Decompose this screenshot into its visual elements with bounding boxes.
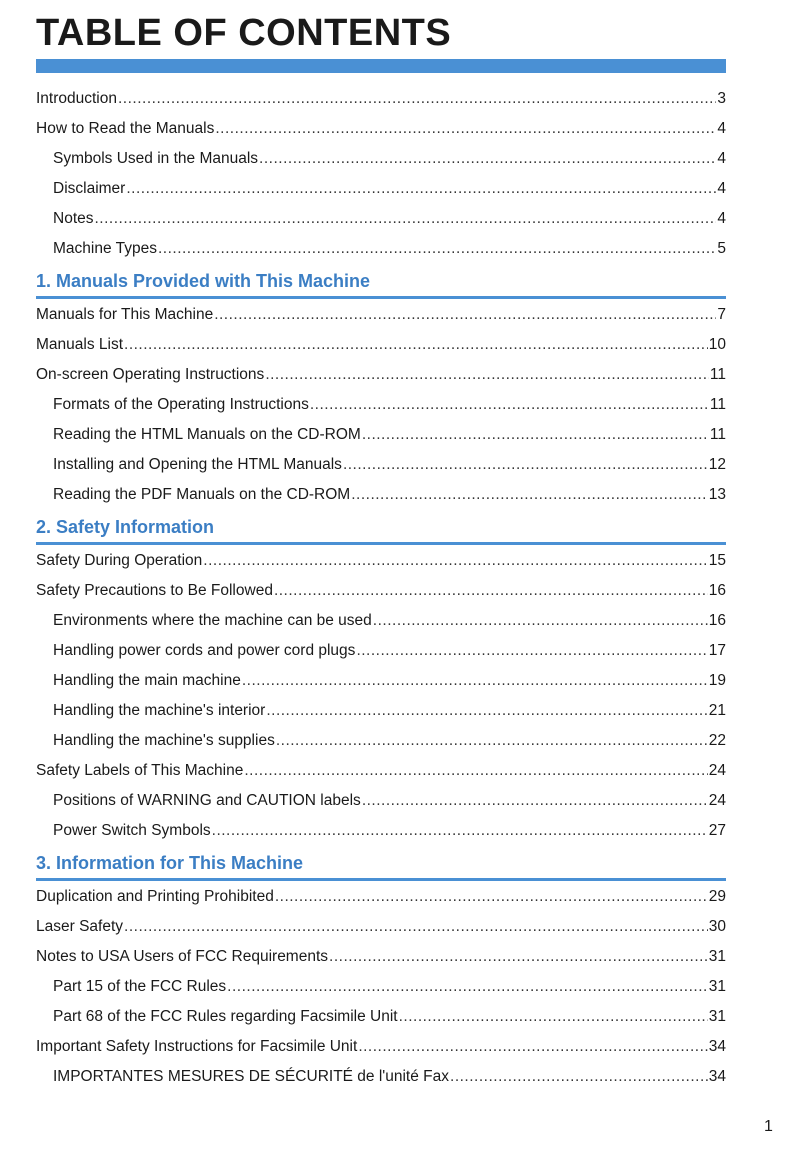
toc-entry-how-to-read[interactable]: How to Read the Manuals ..... 4 bbox=[36, 114, 726, 144]
chapter-heading-1[interactable]: 1. Manuals Provided with This Machine bbox=[36, 264, 726, 299]
toc-entry-disclaimer[interactable]: Disclaimer ..... 4 bbox=[36, 174, 726, 204]
toc-entry[interactable]: Handling the machine's supplies ..... 22 bbox=[36, 726, 726, 756]
page-title: TABLE OF CONTENTS bbox=[36, 12, 452, 54]
toc-entry[interactable]: Safety During Operation ..... 15 bbox=[36, 546, 726, 576]
toc-entry[interactable]: Environments where the machine can be used ..... 16 bbox=[36, 606, 726, 636]
toc-entry[interactable]: Safety Precautions to Be Followed ..... 16 bbox=[36, 576, 726, 606]
table-of-contents bbox=[36, 84, 726, 1092]
toc-entry[interactable]: Handling the main machine ..... 19 bbox=[36, 666, 726, 696]
toc-entry[interactable]: Reading the PDF Manuals on the CD-ROM ..... 13 bbox=[36, 480, 726, 510]
toc-entry[interactable]: Installing and Opening the HTML Manuals ..... 12 bbox=[36, 450, 726, 480]
toc-entry[interactable]: Handling power cords and power cord plugs ..... 17 bbox=[36, 636, 726, 666]
toc-entry-introduction[interactable]: Introduction ..... 3 bbox=[36, 84, 726, 114]
toc-entry[interactable]: Laser Safety ..... 30 bbox=[36, 912, 726, 942]
toc-entry-symbols[interactable]: Symbols Used in the Manuals ..... 4 bbox=[36, 144, 726, 174]
toc-entry[interactable]: Important Safety Instructions for Facsimile Unit ..... 34 bbox=[36, 1032, 726, 1062]
toc-entry[interactable]: Manuals List ..... 10 bbox=[36, 330, 726, 360]
toc-entry[interactable]: Part 15 of the FCC Rules ..... 31 bbox=[36, 972, 726, 1002]
toc-entry-notes[interactable]: Notes ..... 4 bbox=[36, 204, 726, 234]
toc-entry[interactable]: IMPORTANTES MESURES DE SÉCURITÉ de l'unité Fax ..... 34 bbox=[36, 1062, 726, 1092]
chapter-heading-3[interactable]: 3. Information for This Machine bbox=[36, 846, 726, 881]
toc-entry[interactable]: Reading the HTML Manuals on the CD-ROM ..... 11 bbox=[36, 420, 726, 450]
toc-entry[interactable]: Notes to USA Users of FCC Requirements ..... 31 bbox=[36, 942, 726, 972]
toc-entry[interactable]: Positions of WARNING and CAUTION labels ..... 24 bbox=[36, 786, 726, 816]
chapter-heading-2[interactable]: 2. Safety Information bbox=[36, 510, 726, 545]
toc-entry[interactable]: Safety Labels of This Machine ..... 24 bbox=[36, 756, 726, 786]
toc-entry[interactable]: Handling the machine's interior ..... 21 bbox=[36, 696, 726, 726]
toc-entry[interactable]: Part 68 of the FCC Rules regarding Facsimile Unit ..... 31 bbox=[36, 1002, 726, 1032]
toc-entry-machine-types[interactable]: Machine Types ..... 5 bbox=[36, 234, 726, 264]
page-number: 1 bbox=[764, 1118, 773, 1135]
title-underline-bar bbox=[36, 59, 726, 73]
toc-entry[interactable]: Power Switch Symbols ..... 27 bbox=[36, 816, 726, 846]
toc-entry[interactable]: Duplication and Printing Prohibited ..... 29 bbox=[36, 882, 726, 912]
toc-entry[interactable]: On-screen Operating Instructions ..... 11 bbox=[36, 360, 726, 390]
toc-entry[interactable]: Formats of the Operating Instructions ..... 11 bbox=[36, 390, 726, 420]
toc-entry[interactable]: Manuals for This Machine ..... 7 bbox=[36, 300, 726, 330]
